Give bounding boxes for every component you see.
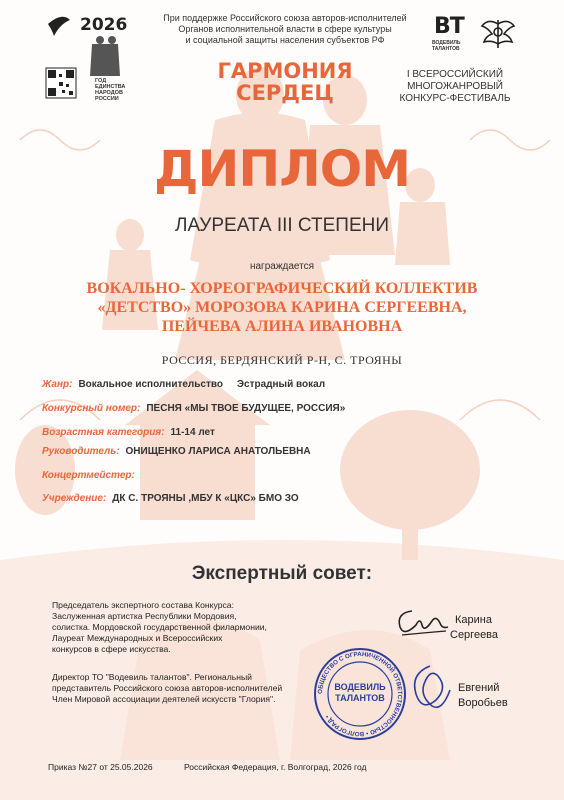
diploma-subtitle: ЛАУРЕАТА III СТЕПЕНИ <box>174 215 390 236</box>
director-description: Директор ТО "Водевиль талантов". Региональный представитель Российского союза авторов-исполнителей Член Мировой ассоциации деятелей искусств "Глория". <box>52 672 283 704</box>
festival-title: I ВСЕРОССИЙСКИЙ МНОГОЖАНРОВЫЙ КОНКУРС-ФЕСТИВАЛЬ <box>399 69 511 104</box>
recipient-location: РОССИЯ, БЕРДЯНСКИЙ Р-Н, С. ТРОЯНЫ <box>161 353 403 367</box>
awarded-label: награждается <box>249 261 315 272</box>
field-age: Возрастная категория: 11-14 лет <box>42 427 215 438</box>
order-number: Приказ №27 от 25.05.2026 <box>48 762 153 772</box>
field-number: Конкурсный номер: ПЕСНЯ «МЫ ТВОЕ БУДУЩЕЕ, РОССИЯ» <box>42 403 346 414</box>
support-text: При поддержке Российского союза авторов-исполнителей Органов исполнительной власти в сфере культуры и социальной защиты населения субъектов РФ <box>163 13 407 45</box>
feather-icon <box>48 17 70 36</box>
recipient-names: ВОКАЛЬНО- ХОРЕОГРАФИЧЕСКИЙ КОЛЛЕКТИВ «ДЕТСТВО» МОРОЗОВА КАРИНА СЕРГЕЕВНА, ПЕЙЧЕВА АЛИНА ИВАНОВНА <box>86 280 478 335</box>
eagle-emblem-icon <box>478 14 518 52</box>
field-institution: Учреждение: ДК С. ТРОЯНЫ ,МБУ К «ЦКС» БМО ЗО <box>42 493 299 504</box>
vt-logo: ВТ <box>434 14 464 39</box>
diploma-title: ДИПЛОМ <box>153 140 410 198</box>
official-stamp <box>312 646 408 742</box>
field-accompanist: Концертмейстер: <box>42 470 135 481</box>
svg-text:ОБЩЕСТВО С ОГРАНИЧЕННОЙ ОТВЕТС: ОБЩЕСТВО С ОГРАНИЧЕННОЙ ОТВЕТСТВЕННОСТЬЮ • ВОЛГОГРАД • <box>316 650 404 738</box>
chair-name: Карина Сергеева <box>450 614 499 641</box>
field-genre: Жанр: Вокальное исполнительство Эстрадный вокал <box>42 379 326 390</box>
issue-place: Российская Федерация, г. Волгоград, 2026 год <box>184 762 367 772</box>
svg-text:ВОДЕВИЛЬ: ВОДЕВИЛЬ <box>334 682 386 692</box>
field-leader: Руководитель: ОНИЩЕНКО ЛАРИСА АНАТОЛЬЕВНА <box>42 446 311 457</box>
svg-text:ТАЛАНТОВ: ТАЛАНТОВ <box>335 693 385 703</box>
year-label: 2026 <box>80 15 128 35</box>
council-heading: Экспертный совет: <box>191 563 373 584</box>
qr-code-icon <box>46 68 76 98</box>
director-signature <box>400 660 460 720</box>
year-caption: ГОД ЕДИНСТВА НАРОДОВ РОССИИ <box>95 78 126 102</box>
vt-caption: ВОДЕВИЛЬ ТАЛАНТОВ <box>432 40 461 52</box>
monument-icon <box>90 36 120 76</box>
director-name: Евгений Воробьев <box>458 682 508 709</box>
chair-signature <box>392 603 452 643</box>
contest-name: ГАРМОНИЯ СЕРДЕЦ <box>217 59 353 105</box>
chair-description: Председатель экспертного состава Конкурса: Заслуженная артистка Республики Мордовия, солистка. Мордовской государственной филармонии, Лауреат Международных и Всероссийских конкурсов в сфере искусства. <box>52 600 267 654</box>
